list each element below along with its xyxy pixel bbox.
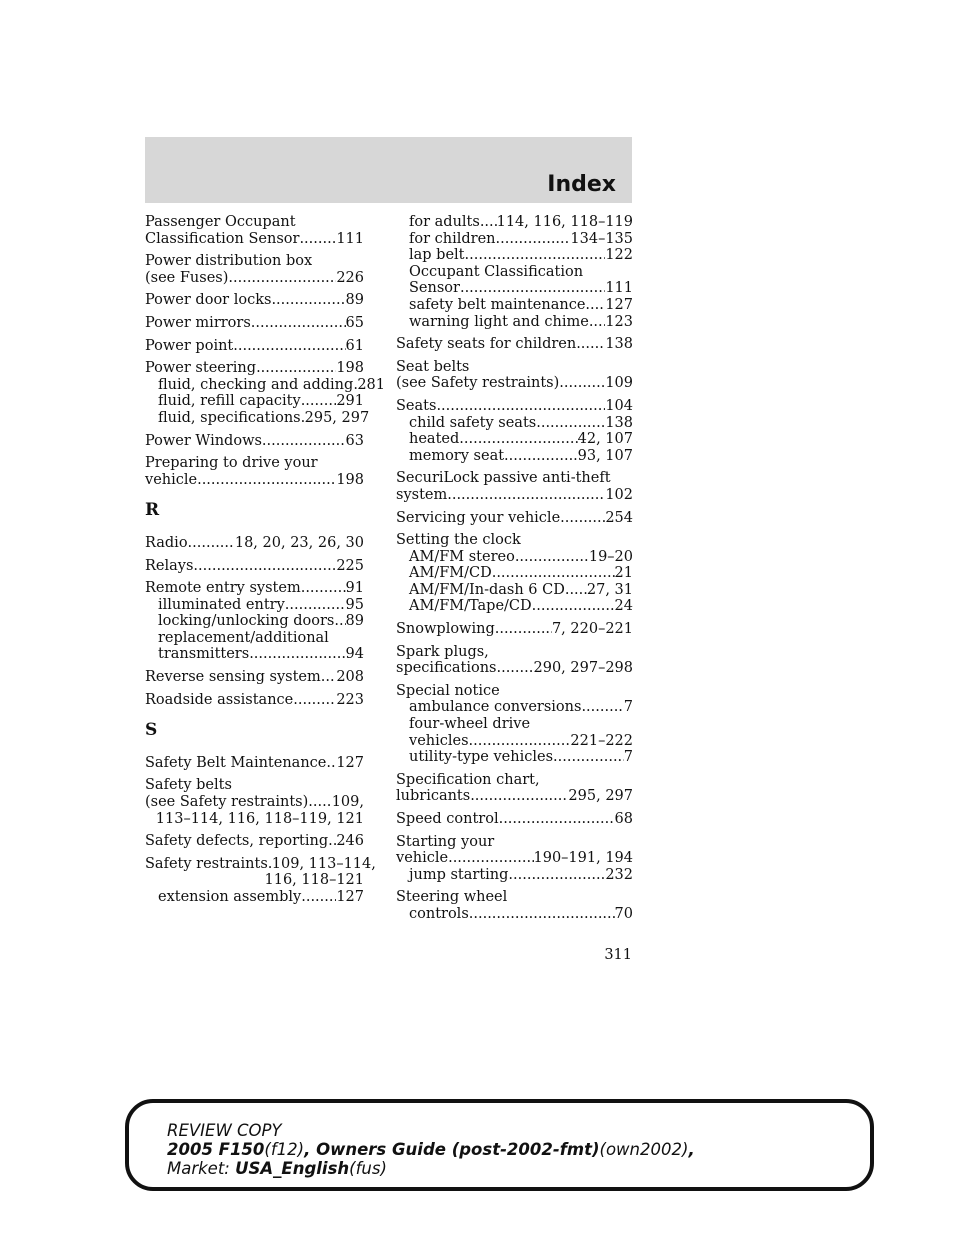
index-page-ref: 127 (605, 296, 633, 313)
index-page-ref: 290, 297–298 (533, 660, 633, 677)
index-page-ref: 127 (336, 754, 364, 771)
dot-leader (436, 398, 605, 415)
index-term: extension assembly (158, 889, 302, 905)
index-term: transmitters (158, 646, 250, 663)
index-term: fluid, refill capacity (158, 393, 301, 410)
index-line (396, 510, 633, 527)
index-page-ref: 104 (605, 397, 633, 414)
index-page-ref: 208 (336, 669, 364, 686)
index-section-letter: S (145, 720, 158, 741)
index-line: Seat belts (396, 358, 470, 375)
index-term: Snowplowing (396, 621, 495, 638)
index-page-ref: 18, 20, 23, 26, 30 (234, 534, 364, 551)
index-line (396, 247, 633, 264)
index-entry (145, 755, 364, 772)
dot-leader (301, 580, 346, 597)
index-page-ref: 63 (345, 432, 364, 449)
index-page-ref: 94 (345, 646, 364, 663)
dot-leader (301, 889, 336, 906)
index-page-ref: 122 (605, 247, 633, 264)
index-column-left (145, 214, 385, 912)
index-line (396, 280, 633, 297)
index-line (145, 669, 364, 686)
dot-leader (508, 867, 605, 884)
index-page-ref: 134–135 (570, 230, 633, 247)
dot-leader (499, 811, 615, 828)
index-page-ref: 109, (331, 794, 364, 811)
index-line: Passenger Occupant (145, 214, 296, 230)
index-term: illuminated entry (158, 596, 285, 613)
index-term: Power Windows (145, 432, 262, 449)
index-page-ref: 232 (605, 866, 633, 883)
index-page-ref: 7, 220–221 (551, 621, 633, 638)
index-term: Remote entry system (145, 580, 301, 597)
index-line (145, 409, 370, 427)
dot-leader (496, 231, 571, 248)
index-page-ref: 221–222 (570, 732, 633, 749)
index-line (145, 833, 364, 850)
index-entry (396, 359, 633, 392)
index-page-ref: 19–20 (588, 548, 633, 565)
index-term: Sensor (409, 280, 460, 297)
index-line (145, 472, 364, 489)
index-page-ref: 127 (336, 889, 364, 905)
index-term: lap belt (409, 247, 465, 264)
index-term: heated (409, 431, 460, 448)
dot-leader (565, 582, 587, 599)
dot-leader (495, 621, 552, 638)
index-term: ambulance conversions (409, 699, 582, 716)
index-entry (145, 692, 364, 709)
dot-leader (469, 733, 571, 750)
index-line: Safety belts (145, 777, 232, 794)
index-page-ref: 42, 107 (577, 431, 633, 448)
dot-leader (459, 431, 577, 448)
index-line (145, 646, 364, 663)
dot-leader (496, 660, 533, 677)
dot-leader (480, 214, 497, 231)
index-entry (145, 360, 385, 426)
index-line: Special notice (396, 682, 500, 699)
dot-leader (326, 755, 336, 772)
index-page-ref: 111 (336, 230, 364, 247)
index-page-ref: 95 (345, 596, 364, 613)
index-page-ref: 123 (605, 313, 633, 330)
index-line: Steering wheel (396, 889, 508, 906)
index-line (145, 535, 364, 552)
index-line (145, 692, 364, 709)
dot-leader (559, 375, 605, 392)
dot-leader (460, 280, 605, 297)
index-page-ref: 291 (336, 393, 364, 410)
index-entry (396, 470, 633, 503)
index-page-ref: 109 (605, 375, 633, 392)
index-term: (see Safety restraints) (145, 794, 309, 811)
dot-leader (271, 292, 345, 309)
index-entry (145, 558, 364, 575)
header-band (145, 137, 632, 203)
index-line (396, 749, 633, 766)
dot-leader (228, 270, 336, 287)
index-line (145, 811, 364, 828)
dot-leader (469, 906, 615, 923)
index-entry (145, 338, 364, 355)
index-entry (396, 510, 633, 527)
index-term: system (396, 486, 448, 503)
index-term: vehicle (145, 471, 198, 488)
index-line: replacement/additional (158, 629, 329, 646)
index-entry (145, 580, 364, 663)
index-line (145, 580, 364, 597)
dot-leader (553, 749, 624, 766)
index-line (145, 376, 385, 394)
index-page-ref: 198 (336, 360, 364, 377)
index-line (396, 431, 633, 448)
dot-leader (249, 646, 345, 663)
index-line (396, 336, 633, 353)
index-page-ref: 114, 116, 118–119 (496, 214, 633, 230)
page-title: Index (547, 172, 616, 197)
index-line (145, 872, 364, 889)
dot-leader (532, 598, 615, 615)
index-page-ref: 24 (614, 598, 633, 615)
dot-leader (589, 314, 605, 331)
index-term: Power point (145, 337, 234, 354)
dot-leader (285, 597, 346, 614)
dot-leader (256, 360, 336, 377)
index-term: Safety seats for children (396, 336, 577, 353)
index-term: AM/FM/CD (409, 565, 492, 582)
index-line (145, 794, 364, 811)
index-page-ref: 65 (345, 314, 364, 331)
page-number: 311 (604, 947, 632, 963)
index-line (396, 448, 633, 465)
footer-text (167, 1121, 695, 1178)
dot-leader (293, 692, 336, 709)
footer-vehicle-code: (f12) (264, 1140, 305, 1159)
index-term: (see Fuses) (145, 269, 229, 286)
index-section-letter: R (145, 500, 160, 521)
index-entry (396, 621, 633, 638)
index-page-ref: 113–114, 116, 118–119, 121 (155, 810, 364, 827)
index-line: Preparing to drive your (145, 455, 318, 472)
index-term: utility-type vehicles (409, 749, 554, 766)
index-line (145, 231, 364, 248)
index-term: (see Safety restraints) (396, 375, 560, 392)
index-line (145, 315, 364, 332)
dot-leader (447, 487, 605, 504)
index-term: for children (409, 230, 496, 247)
footer-guide-code: (own2002) (599, 1140, 689, 1159)
dot-leader (515, 549, 589, 566)
index-entry (396, 834, 633, 884)
index-term: vehicles (409, 732, 469, 749)
index-term: Power steering (145, 360, 257, 377)
index-page-ref: 68 (614, 811, 633, 827)
index-page-ref: 27, 31 (586, 581, 633, 598)
index-line (145, 755, 364, 772)
index-term: fluid, specifications (158, 409, 301, 426)
index-page-ref: 116, 118–121 (264, 872, 364, 889)
index-entry (396, 644, 633, 677)
index-page-ref: 7 (623, 699, 633, 716)
index-entry (396, 811, 633, 828)
index-term: Roadside assistance (145, 691, 294, 708)
index-term: specifications (396, 660, 497, 677)
index-term: locking/unlocking doors (158, 613, 335, 630)
index-entry (396, 683, 633, 766)
index-line (396, 231, 633, 248)
index-page-ref: 89 (345, 292, 364, 309)
index-entry (396, 398, 633, 464)
index-line (396, 867, 633, 884)
dot-leader (334, 613, 345, 630)
dot-leader (536, 415, 605, 432)
index-page-ref: 226 (336, 269, 364, 286)
index-term: AM/FM stereo (409, 548, 515, 565)
index-page-ref: 70 (614, 905, 633, 922)
index-page-ref: 21 (614, 565, 633, 582)
index-line (145, 889, 364, 906)
dot-leader (576, 336, 605, 353)
index-line (145, 855, 376, 873)
index-page-ref: 254 (605, 509, 633, 526)
index-line (145, 558, 364, 575)
index-term: Radio (145, 534, 188, 551)
index-line (396, 621, 633, 638)
index-page-ref: 138 (605, 336, 633, 353)
index-line (145, 292, 364, 309)
index-page-ref: 225 (336, 557, 364, 574)
index-entry (396, 214, 633, 330)
index-term: Reverse sensing system (145, 669, 321, 686)
index-entry (145, 669, 364, 686)
index-page-ref: 246 (336, 833, 364, 850)
dot-leader (251, 315, 346, 332)
index-term: Safety Belt Maintenance (145, 754, 327, 771)
index-line (396, 398, 633, 415)
index-term: lubricants (396, 788, 471, 805)
index-entry (145, 292, 364, 309)
index-line (396, 660, 633, 677)
index-entry (396, 772, 633, 805)
index-term: fluid, checking and adding (158, 376, 354, 393)
index-term: for adults (409, 214, 480, 230)
index-page-ref: 89 (345, 613, 364, 630)
index-line (396, 582, 633, 599)
dot-leader (470, 788, 568, 805)
index-line (396, 214, 633, 231)
index-line (396, 565, 633, 582)
dot-leader (492, 565, 615, 582)
index-term: AM/FM/In-dash 6 CD (409, 581, 565, 598)
index-page-ref: 295, 297 (568, 788, 633, 805)
index-line: Starting your (396, 833, 495, 850)
index-page-ref: 111 (605, 280, 633, 297)
index-line (396, 314, 633, 331)
index-line (396, 375, 633, 392)
dot-leader (197, 472, 336, 489)
footer-line-2 (167, 1140, 695, 1159)
footer-market-label: Market: (167, 1159, 230, 1178)
index-term: Relays (145, 557, 194, 574)
index-page-ref: 109, 113–114, (271, 855, 376, 872)
index-line (145, 613, 364, 630)
index-line (396, 487, 633, 504)
index-term: vehicle (396, 850, 449, 867)
index-page-ref: 281 (357, 376, 385, 393)
dot-leader (560, 510, 605, 527)
index-line: Spark plugs, (396, 643, 489, 660)
index-page-ref: 61 (345, 337, 364, 354)
index-term: child safety seats (409, 414, 537, 431)
dot-leader (465, 247, 606, 264)
index-page-ref: 7 (623, 749, 633, 766)
index-page-ref: 190–191, 194 (533, 850, 633, 867)
dot-leader (504, 448, 578, 465)
index-line (145, 338, 364, 355)
dot-leader (581, 699, 623, 716)
footer-guide-name: , Owners Guide (post-2002-fmt) (304, 1140, 600, 1159)
index-line (396, 733, 633, 750)
index-line (396, 699, 633, 716)
dot-leader (301, 393, 337, 410)
dot-leader (188, 535, 235, 552)
index-entry (396, 889, 633, 922)
dot-leader (233, 338, 345, 355)
index-entry (145, 855, 376, 906)
index-line (145, 360, 364, 377)
index-entry (145, 777, 364, 827)
index-page-ref: 93, 107 (577, 447, 633, 464)
index-term: memory seat (409, 447, 505, 464)
index-entry (145, 455, 364, 488)
index-page-ref: 91 (345, 580, 364, 597)
index-entry (145, 535, 364, 552)
index-term: Power mirrors (145, 314, 251, 331)
index-term: warning light and chime (409, 313, 589, 330)
footer-line-3 (167, 1159, 695, 1178)
index-line: Setting the clock (396, 532, 521, 549)
index-page-ref: 102 (605, 486, 633, 503)
index-term: Speed control (396, 811, 499, 827)
dot-leader (262, 433, 346, 450)
index-line: Specification chart, (396, 771, 540, 788)
footer-comma: , (688, 1140, 695, 1159)
index-page-ref: 223 (336, 691, 364, 708)
index-line (396, 549, 633, 566)
review-copy-footer (125, 1099, 874, 1191)
index-line: Occupant Classification (409, 263, 584, 280)
footer-market-code: (fus) (349, 1159, 387, 1178)
index-line (396, 850, 633, 867)
index-line (396, 788, 633, 805)
footer-market: USA_English (235, 1159, 350, 1178)
dot-leader (193, 558, 336, 575)
index-term: controls (409, 905, 469, 922)
index-entry (396, 336, 633, 353)
dot-leader (299, 231, 336, 248)
index-line (396, 415, 633, 432)
index-page-ref: 198 (336, 471, 364, 488)
footer-vehicle: 2005 F150 (167, 1140, 265, 1159)
index-column-right (396, 214, 633, 929)
index-term: jump starting (409, 866, 509, 883)
index-entry (145, 833, 364, 850)
index-line (145, 393, 364, 410)
dot-leader (328, 833, 336, 850)
index-line (145, 597, 364, 614)
index-line: four-wheel drive (409, 716, 531, 733)
index-term: Power door locks (145, 292, 272, 309)
index-entry (396, 532, 633, 615)
index-term: Classification Sensor (145, 230, 300, 247)
index-line (396, 906, 633, 923)
index-entry (145, 214, 364, 247)
index-line (396, 598, 633, 615)
index-line (145, 433, 364, 450)
index-entry (145, 433, 364, 450)
footer-line-1: REVIEW COPY (167, 1121, 282, 1140)
index-entry (145, 253, 364, 286)
index-term: AM/FM/Tape/CD (409, 598, 532, 615)
index-term: Servicing your vehicle (396, 509, 561, 526)
index-term: safety belt maintenance (409, 296, 586, 313)
dot-leader (321, 669, 337, 686)
index-line (396, 811, 633, 828)
index-page-ref: 138 (605, 414, 633, 431)
dot-leader (585, 297, 605, 314)
index-line (396, 297, 633, 314)
index-line (145, 270, 364, 287)
index-line: SecuriLock passive anti-theft (396, 470, 611, 487)
index-term: Safety restraints (145, 855, 268, 872)
index-entry (145, 315, 364, 332)
index-term: Seats (396, 397, 437, 414)
index-term: Safety defects, reporting (145, 833, 329, 850)
index-line: Power distribution box (145, 253, 313, 270)
dot-leader (308, 794, 331, 811)
dot-leader (448, 850, 533, 867)
index-page-ref: 295, 297 (304, 409, 370, 426)
